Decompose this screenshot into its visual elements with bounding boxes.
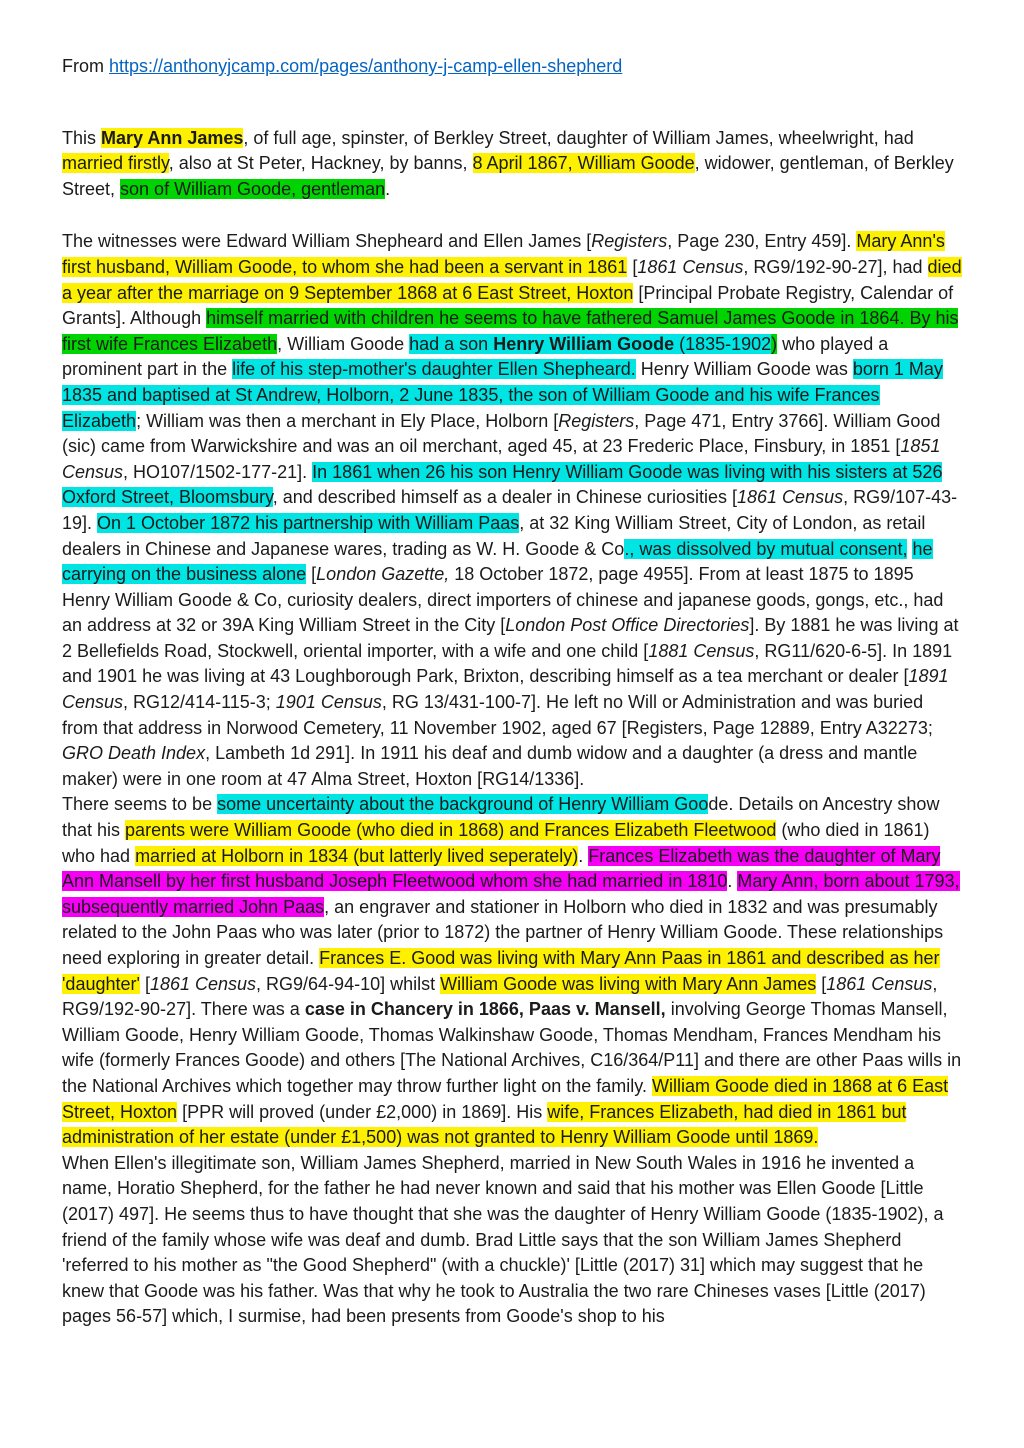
highlighted-text-run: ., was dissolved by mutual consent, [624,538,908,559]
intro-paragraph [62,126,962,203]
text-run: , Page 230, Entry 459]. [667,231,857,252]
text-run: 1891 Census [62,666,949,713]
background-uncertainty-paragraph [62,792,962,1150]
highlighted-text-run: On 1 October 1872 his partnership with William Paas [97,512,520,533]
text-run: , RG 13/431-100-7]. He left no Will or Administration and was buried from that address in Norwood Cemetery, 11 November 1902, aged 67 [Registers, Page 12889, Entry A32273; [62,692,933,738]
text-run: London Gazette, [316,564,450,585]
highlighted-text-run: Henry William Goode [493,333,675,354]
text-run: , RG12/414-115-3; [123,692,276,713]
text-run: 1861 Census [637,256,744,277]
text-run: [ [816,973,827,994]
highlighted-text-run: William Goode died in 1868 at 6 East Street, Hoxton [62,1075,949,1122]
text-run: [PPR will proved (under £2,000) in 1869]. His [177,1101,548,1122]
text-run: , RG11/620-6-5]. In 1891 and 1901 he was living at 43 Loughborough Park, Brixton, describing himself as a tea merchant or dealer [ [62,640,953,687]
highlighted-text-run: died a year after the marriage on 9 September 1868 at 6 East Street, Hoxton [62,256,962,303]
text-run: ]. By 1881 he was living at 2 Bellefields Road, Stockwell, oriental importer, with a wife and one child [ [62,615,959,661]
text-run: [ [627,256,638,277]
text-run: who played a prominent part in the [62,333,889,380]
text-run: , RG9/107-43-19]. [62,487,958,533]
text-run: GRO Death Index [62,743,206,764]
text-run: 1861 Census [149,973,257,994]
text-run: , and described himself as a dealer in Chinese curiosities [ [272,487,737,508]
text-run: Registers [591,231,668,252]
text-run: , RG9/192-90-27]. There was a [62,973,938,1020]
highlighted-text-run: Frances E. Good was living with Mary Ann Paas in 1861 and described as her 'daughter' [62,948,940,994]
text-run: [ [139,973,150,994]
source-line [62,54,962,80]
highlighted-text-run: ) [771,333,778,354]
highlighted-text-run: married at Holborn in 1834 (but latterly lived seperately) [135,845,579,866]
text-run: , William Goode [277,333,410,354]
highlighted-text-run: Frances Elizabeth was the daughter of Mary Ann Mansell by her first husband Joseph Fleetwood whom she had married in 1810 [62,845,941,892]
text-run: [Principal Probate Registry, Calendar of Grants]. Although [62,282,954,329]
text-run: Registers [558,410,635,431]
text-run: 1881 Census [648,640,755,661]
highlighted-text-run: born 1 May 1835 and baptised at St Andrew, Holborn, 2 June 1835, the son of William Goode and his wife Frances Elizabeth [62,359,943,431]
text-run: London Post Office Directories [505,615,750,636]
highlighted-text-run: son of William Goode, gentleman [120,178,386,199]
highlighted-text-run: married firstly [62,153,169,174]
highlighted-text-run: wife, Frances Elizabeth, had died in 1861 but administration of her estate (under £1,500) was not granted to Henry William Goode until 1869. [62,1101,907,1148]
text-run: Henry William Goode was [635,359,853,380]
highlighted-text-run: himself married with children he seems to have fathered Samuel James Goode in 1864. By his first wife Frances Elizabeth [62,308,959,354]
text-run: (who died in 1861) who had [62,820,930,866]
text-run: , RG9/192-90-27], had [743,256,928,277]
source-link[interactable]: https://anthonyjcamp.com/pages/anthony-j-camp-ellen-shepherd [109,56,623,76]
highlighted-text-run: life of his step-mother's daughter Ellen Shepheard. [232,359,636,380]
text-run: . [385,178,391,199]
highlighted-text-run: some uncertainty about the background of Henry William Goo [217,794,709,815]
text-run: , an engraver and stationer in Holborn who died in 1832 and was presumably related to the John Paas who was later (prior to 1872) the partner of Henry William Goode. These relationships need exploring in greater detail. [62,896,944,968]
highlighted-text-run: 8 April 1867, William Goode [472,153,695,174]
text-run: . [727,871,738,892]
goode-history-paragraph [62,229,962,792]
highlighted-text-run: In 1861 when 26 his son Henry William Goode was living with his sisters at 526 Oxford Street, Bloomsbury [62,461,943,508]
text-run: The witnesses were Edward William Shepheard and Ellen James [ [62,231,592,252]
highlighted-text-run: had a son [409,333,494,354]
text-run: , Page 471, Entry 3766]. William Good (sic) came from Warwickshire and was an oil merchant, aged 45, at 23 Frederic Place, Finsbury, in 1851 [ [62,410,941,457]
highlighted-text-run: Mary Ann James [101,127,244,148]
highlighted-text-run: Mary Ann's first husband, William Goode, to whom she had been a servant in 1861 [62,231,945,277]
text-run: , also at St Peter, Hackney, by banns, [168,153,473,174]
text-run: , Lambeth 1d 291]. In 1911 his deaf and dumb widow and a daughter (a dress and mantle maker) were in one room at 47 Alma Street, Hoxton [RG14/1336]. [62,743,918,789]
text-run: From [62,56,109,76]
text-run: involving George Thomas Mansell, William Goode, Henry William Goode, Thomas Walkinshaw Goode, Thomas Mendham, Frances Mendham his wife (formerly Frances Goode) and others [The National Archives, C16/364/P11] and there are other Paas wills in the National Archives which together may throw further light on the family. [62,999,962,1096]
text-run: [ [306,564,317,585]
highlighted-text-run: parents were William Goode (who died in 1868) and Frances Elizabeth Fleetwood [125,820,777,841]
text-run: case in Chancery in 1866, Paas v. Mansell, [304,999,666,1020]
text-run: de. Details on Ancestry show that his [62,794,940,841]
text-run: . [578,845,589,866]
highlighted-text-run: William Goode was living with Mary Ann James [440,973,817,994]
text-run: 18 October 1872, page 4955]. From at least 1875 to 1895 Henry William Goode & Co, curiosity dealers, direct importers of chinese and japanese goods, gongs, etc., had an address at 32 or 39A King William Street in the City [ [62,564,944,636]
text-run: , widower, gentleman, of Berkley Street, [62,153,954,199]
highlighted-text-run: he carrying on the business alone [62,538,933,585]
text-run: This [62,127,102,148]
document-body [62,54,962,1330]
text-run: , at 32 King William Street, City of London, as retail dealers in Chinese and Japanese wares, trading as W. H. Goode & Co [62,512,926,559]
text-run: 1901 Census [275,692,382,713]
text-run: 1861 Census [737,487,844,508]
highlighted-text-run: Mary Ann, born about 1793, subsequently married John Paas [62,871,960,917]
text-run: , of full age, spinster, of Berkley Street, daughter of William James, wheelwright, had [243,127,914,148]
text-run: 1851 Census [62,436,941,482]
text-run: , RG9/64-94-10] whilst [256,973,441,994]
text-run: There seems to be [62,794,218,815]
text-run: When Ellen's illegitimate son, William James Shepherd, married in New South Wales in 1916 he invented a name, Horatio Shepherd, for the father he had never known and said that his mother was Ellen Goode [Little (2017) 497]. He seems thus to have thought that she was the daughter of Henry William Goode (1835-1902), a friend of the family whose wife was deaf and dumb. Brad Little says that the son William James Shepherd 'referred to his mother as "the Good Shepherd" (with a chuckle)' [Little (2017) 31] which may suggest that he knew that Goode was his father. Was that why he took to Australia the two rare Chineses vases [Little (2017) pages 56-57] which, I surmise, had been presents from Goode's shop to his [62,1152,944,1327]
highlighted-text-run: (1835-1902 [674,333,772,354]
text-run: 1861 Census [826,973,933,994]
text-run: ; William was then a merchant in Ely Place, Holborn [ [136,410,559,431]
ellen-son-paragraph [62,1151,962,1330]
text-run: , HO107/1502-177-21]. [123,461,313,482]
